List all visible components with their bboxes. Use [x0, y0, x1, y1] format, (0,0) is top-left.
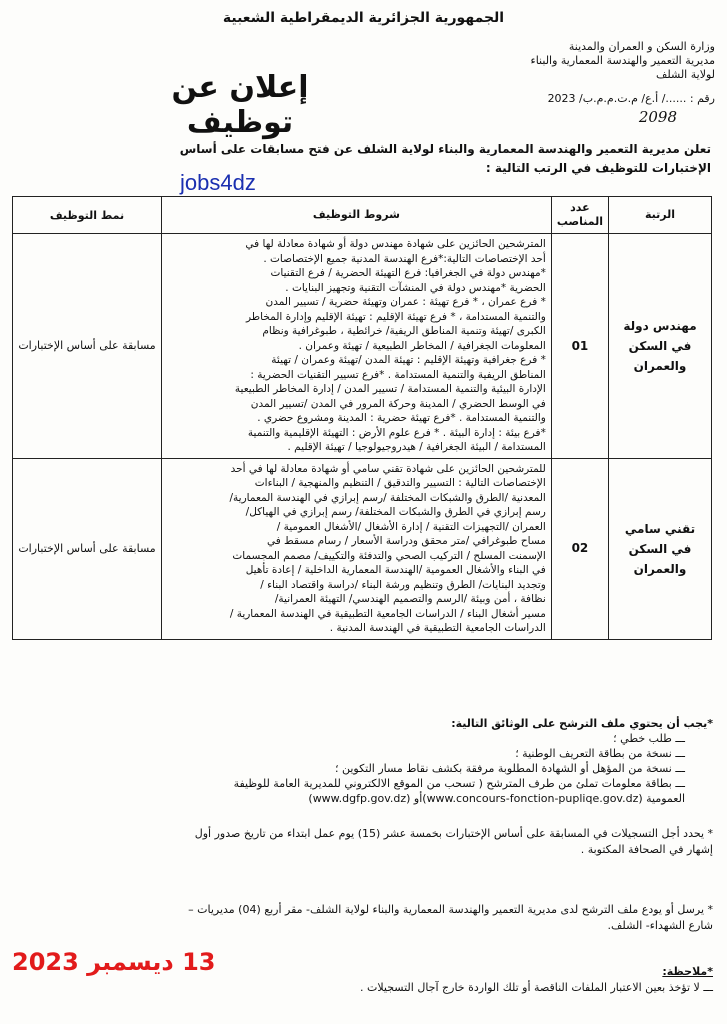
handwritten-number: 2098 [638, 108, 677, 126]
condition-line: والتنمية المستدامة ، * فرع تهيئة الإقليم : تهيئة الإقليم وإدارة المخاطر [246, 310, 546, 323]
condition-line: نظافة ، أمن وبيئة /الرسم والتصميم الهندسي/ التهيئة العمرانية/ [274, 593, 546, 605]
job-rank: تقني سامي في السكن والعمران [609, 458, 712, 639]
condition-line: الكبرى /تهيئة وتنمية المناطق الريفية/ خرائطية ، طبوغرافية ونظام [262, 325, 546, 337]
job-rank: مهندس دولة في السكن والعمران [609, 234, 712, 459]
condition-line: في البناء والأشغال العمومية /الهندسة المعمارية الداخلية / إعادة تأهيل [245, 564, 546, 576]
table-row [13, 458, 712, 639]
condition-line: الحضرية *مهندس دولة في المنشآت التقنية وتجهيز البنايات . [285, 281, 546, 294]
submission-line-1: * يرسل أو يودع ملف الترشح لدى مديرية التعمير والهندسة المعمارية والبناء لولاية الشلف- مقر أربع (04) مديريات – [188, 903, 713, 916]
job-mode: مسابقة على أساس الإختبارات [13, 234, 162, 459]
date-stamp: 13 ديسمبر 2023 [12, 948, 216, 976]
condition-line: الإسمنت المسلح / التركيب الصحي والتدفئة والتكييف/ مصمم المجسمات [232, 549, 546, 562]
intro-line-1: تعلن مديرية التعمير والهندسة المعمارية والبناء لولاية الشلف عن فتح مسابقات على أساس [179, 142, 711, 156]
intro-paragraph [21, 140, 711, 178]
table-header-row [13, 197, 712, 234]
deadline-note [13, 826, 713, 858]
condition-line: أحد الإختصاصات التالية:*فرع الهندسة المدنية جميع الإختصاصات . [263, 252, 546, 265]
table-row [13, 234, 712, 459]
directorate-name: مديرية التعمير والهندسة المعمارية والبناء [530, 54, 715, 67]
header-rank: الرتبة [609, 197, 712, 234]
condition-line: الدراسات الجامعية التطبيقية في الهندسة المدنية . [329, 622, 546, 634]
job-count: 02 [551, 458, 608, 639]
required-documents [13, 716, 713, 806]
condition-line: * فرع عمران ، * فرع تهيئة : عمران وتهيئة حضرية / تسيير المدن [265, 296, 546, 308]
condition-line: *فرع بيئة : إدارة البيئة . * فرع علوم الأرض : التهيئة الإقليمية والتنمية [247, 426, 546, 439]
condition-line: *مهندس دولة في الجغرافيا: فرع التهيئة الحضرية / فرع التقنيات [270, 267, 546, 279]
document-item: العمومية (www.concours-fonction-pupliqe.gov.dz)أو (www.dgfp.gov.dz) [308, 792, 685, 805]
job-mode: مسابقة على أساس الإختبارات [13, 458, 162, 639]
condition-line: للمترشحين الحائزين على شهادة تقني سامي أو شهادة معادلة لها في أحد [230, 462, 546, 475]
condition-line: المترشحين الحائزين على شهادة مهندس دولة أو شهادة معادلة لها في [245, 238, 546, 250]
condition-line: المناطق الريفية والتنمية المستدامة . *فرع تسيير التقنيات الحضرية : [250, 368, 546, 381]
document-item: ـــ نسخة من بطاقة التعريف الوطنية ؛ [515, 747, 685, 760]
document-item: ـــ نسخة من المؤهل أو الشهادة المطلوبة مرفقة بكشف نقاط مسار التكوين ؛ [334, 762, 685, 775]
condition-line: الإدارة البيئية والتنمية المستدامة / تسيير المدن / إدارة المخاطر الطبيعية [234, 383, 546, 395]
ministry-block [415, 40, 715, 82]
condition-line: مسير أشغال البناء / الدراسات الجامعية التطبيقية في الهندسة المعمارية / [229, 607, 546, 620]
submission-note [13, 902, 713, 934]
condition-line: وتجديد البنايات/ الطرق وتنظيم ورشة البناء /دراسة واقتصاد البناء / [260, 578, 546, 591]
deadline-line-2: إشهار في الصحافة المكتوبة . [580, 843, 713, 856]
job-count: 01 [551, 234, 608, 459]
site-watermark: jobs4dz [180, 170, 256, 195]
condition-line: في الوسط الحضري / المدينة وحركة المرور في المدن /تسيير المدن [250, 397, 546, 410]
jobs-table [12, 196, 712, 640]
ministry-name: وزارة السكن و العمران والمدينة [568, 40, 715, 53]
condition-line: مساح طبوغرافي /متر محقق ودراسة الأسعار / رسام مسقط في [266, 535, 546, 547]
reference-number: رقم : ....../ أ.ع/ م.ت.م.م.ب/ 2023 [547, 92, 715, 105]
condition-line: المعدنية /الطرق والشبكات المختلفة /رسم إبرازي في الهندسة المعمارية/ [229, 491, 546, 504]
job-conditions [162, 234, 552, 459]
job-conditions [162, 458, 552, 639]
condition-line: الإختصاصات التالية : التسيير والتدقيق / التنظيم والمنهجية / البناءات [254, 477, 546, 489]
condition-line: * فرع جغرافية وتهيئة الإقليم : تهيئة المدن /تهيئة وعمران / تهيئة [271, 354, 546, 366]
intro-line-2: الإختبارات للتوظيف في الرتب التالية : [485, 161, 711, 175]
document-item: ـــ بطاقة معلومات تملئ من طرف المترشح ( تسحب من الموقع الالكتروني للمديرية العامة للوظيفة [233, 777, 685, 790]
condition-line: والتنمية المستدامة . *فرع تهيئة حضرية : المدينة ومشروع حضري . [257, 412, 546, 424]
header-conditions: شروط التوظيف [162, 197, 552, 234]
deadline-line-1: * يحدد أجل التسجيلات في المسابقة على أساس الإختبارات بخمسة عشر (15) يوم عمل ابتداء من تاريخ صدور أول [194, 827, 713, 840]
remark-title: *ملاحظة: [662, 965, 713, 978]
header-mode: نمط التوظيف [13, 197, 162, 234]
condition-line: المعلومات الجغرافية / المخاطر الطبيعية / تهيئة وعمران . [298, 339, 546, 352]
condition-line: العمران /التجهيزات التقنية / إدارة الأشغال /الأشغال العمومية / [276, 520, 546, 533]
republic-header: الجمهورية الجزائرية الديمقراطية الشعبية [222, 10, 505, 26]
wilaya-name: لولاية الشلف [655, 68, 715, 81]
remark-text: ـــ لا تؤخذ بعين الاعتبار الملفات الناقصة أو تلك الواردة خارج آجال التسجيلات . [359, 981, 713, 994]
condition-line: المستدامة / البيئة الجغرافية / هيدروجيولوجيا / تهيئة الإقليم . [287, 441, 546, 453]
header-count: عدد المناصب [551, 197, 608, 234]
documents-heading: *يجب أن يحتوي ملف الترشح على الوثائق التالية: [451, 717, 713, 730]
document-item: ـــ طلب خطي ؛ [613, 732, 685, 745]
announcement-title: إعلان عن توظيف [171, 70, 309, 140]
condition-line: رسم إبرازي في الطرق والشبكات المختلفة/ رسم إبرازي في الهياكل/ [245, 506, 546, 518]
submission-line-2: شارع الشهداء- الشلف. [607, 919, 713, 932]
